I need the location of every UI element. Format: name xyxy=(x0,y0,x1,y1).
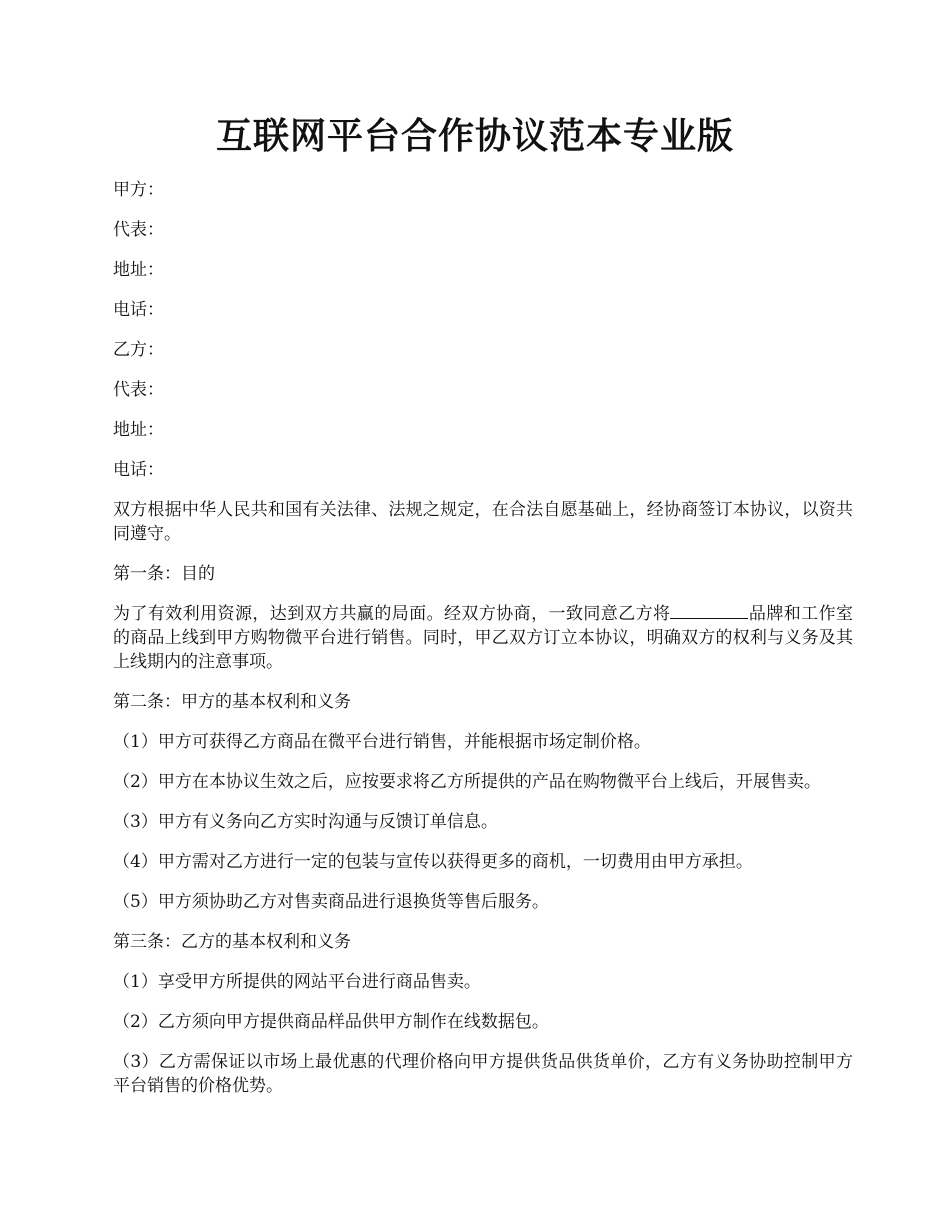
article2-heading: 第二条：甲方的基本权利和义务 xyxy=(113,692,351,712)
document-title: 互联网平台合作协议范本专业版 xyxy=(215,115,734,157)
party-b-phone-label: 电话： xyxy=(113,460,164,480)
party-b-rep-label: 代表： xyxy=(113,380,164,400)
party-a-name-label: 甲方： xyxy=(113,180,164,200)
brand-name-blank xyxy=(670,602,748,619)
article3-item-3: （3）乙方需保证以市场上最优惠的代理价格向甲方提供货品供货单价，乙方有义务协助控制甲方平台销售的价格优势。 xyxy=(113,1052,853,1096)
article2-item-2: （2）甲方在本协议生效之后，应按要求将乙方所提供的产品在购物微平台上线后，开展售卖。 xyxy=(113,772,821,792)
article1-paragraph xyxy=(113,602,853,674)
article3-item-2: （2）乙方须向甲方提供商品样品供甲方制作在线数据包。 xyxy=(113,1012,549,1032)
party-a-phone-label: 电话： xyxy=(113,300,164,320)
intro-paragraph: 双方根据中华人民共和国有关法律、法规之规定，在合法自愿基础上，经协商签订本协议，以资共同遵守。 xyxy=(113,500,853,544)
article3-heading: 第三条：乙方的基本权利和义务 xyxy=(113,932,351,952)
article2-item-5: （5）甲方须协助乙方对售卖商品进行退换货等售后服务。 xyxy=(113,892,549,912)
article2-item-4: （4）甲方需对乙方进行一定的包装与宣传以获得更多的商机，一切费用由甲方承担。 xyxy=(113,852,753,872)
article3-item-1: （1）享受甲方所提供的网站平台进行商品售卖。 xyxy=(113,972,481,992)
article1-heading: 第一条：目的 xyxy=(113,564,215,584)
article2-item-3: （3）甲方有义务向乙方实时沟通与反馈订单信息。 xyxy=(113,812,498,832)
article2-item-1: （1）甲方可获得乙方商品在微平台进行销售，并能根据市场定制价格。 xyxy=(113,732,651,752)
party-b-address-label: 地址： xyxy=(113,420,164,440)
article1-text-before-blank: 为了有效利用资源，达到双方共赢的局面。经双方协商，一致同意乙方将 xyxy=(113,604,671,624)
article1-text-after-blank: 品牌和工作室的商品上线到甲方购物微平台进行销售。同时，甲乙双方订立本协议，明确双方的权利与义务及其上线期内的注意事项。 xyxy=(113,604,854,672)
party-a-rep-label: 代表： xyxy=(113,220,164,240)
party-a-address-label: 地址： xyxy=(113,260,164,280)
document-body xyxy=(113,178,853,1114)
party-b-name-label: 乙方： xyxy=(113,340,164,360)
